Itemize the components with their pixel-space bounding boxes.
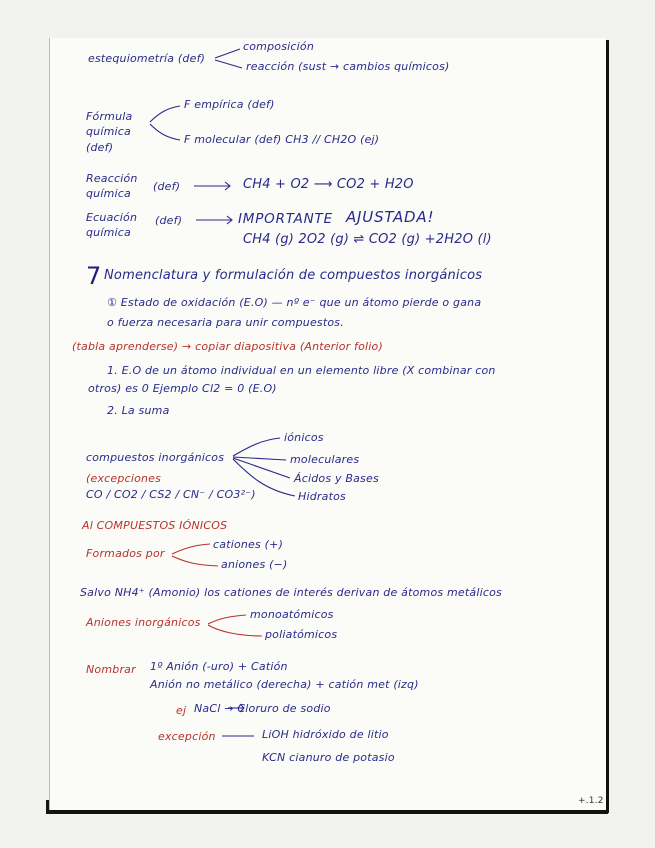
nacl-example: NaCl → Cloruro de sodio <box>194 702 331 715</box>
regla-1a: 1. E.O de un átomo individual en un elemento libre (X combinar con <box>107 364 496 377</box>
monoatomicos-label: monoatómicos <box>250 608 334 621</box>
reaccion-def: (def) <box>153 180 181 193</box>
estado-oxidacion-1: ① Estado de oxidación (E.O) — nº e⁻ que un átomo pierde o gana <box>107 296 482 309</box>
nombrar-regla-1: 1º Anión (-uro) + Catión <box>150 660 288 673</box>
aniones-inorganicos: Aniones inorgánicos <box>86 616 201 629</box>
compuestos-inorganicos: compuestos inorgánicos <box>86 451 225 464</box>
cationes-label: cationes (+) <box>213 538 284 551</box>
formula-label-1: Fórmula <box>86 110 133 123</box>
regla-2: 2. La suma <box>107 404 170 417</box>
aniones-label: aniones (−) <box>221 558 288 571</box>
reaccion-ecuacion: CH4 + O2 ⟶ CO2 + H2O <box>243 177 414 192</box>
regla-1b: otros) es 0 Ejemplo Cl2 = 0 (E.O) <box>88 382 277 395</box>
ecuacion-def: (def) <box>155 214 183 227</box>
ajustada-label: AJUSTADA! <box>346 208 435 226</box>
estequiometria-label: estequiometría (def) <box>88 52 206 65</box>
section-number: 7 <box>86 262 102 290</box>
hidratos-label: Hidratos <box>298 490 346 503</box>
tabla-aprenderse: (tabla aprenderse) → copiar diapositiva (Anterior folio) <box>72 340 383 353</box>
page-number: +.1.2 <box>578 796 604 806</box>
composicion-label: composición <box>243 40 314 53</box>
ecuacion-label-1: Ecuación <box>86 211 138 224</box>
excepcion-label: excepción <box>158 730 216 743</box>
importante-label: IMPORTANTE <box>238 211 333 227</box>
acidos-bases-label: Ácidos y Bases <box>294 472 379 485</box>
section-title: Nomenclatura y formulación de compuestos inorgánicos <box>104 268 483 283</box>
kcn-example: KCN cianuro de potasio <box>262 751 395 764</box>
reaccion-cambios-label: reacción (sust → cambios químicos) <box>246 60 450 73</box>
nombrar-regla-2: Anión no metálico (derecha) + catión met (izq) <box>150 678 419 691</box>
formula-empirica: F empírica (def) <box>184 98 275 111</box>
nombrar-label: Nombrar <box>86 663 136 676</box>
ej-label: ej <box>176 704 187 717</box>
formula-label-2: química <box>86 125 131 138</box>
estado-oxidacion-2: o fuerza necesaria para unir compuestos. <box>107 316 344 329</box>
ionicos-label: iónicos <box>284 431 324 444</box>
moleculares-label: moleculares <box>290 453 360 466</box>
formula-label-3: (def) <box>86 141 114 154</box>
reaccion-label-1: Reacción <box>86 172 138 185</box>
lioh-example: LiOH hidróxido de litio <box>262 728 389 741</box>
ecuacion-label-2: química <box>86 226 131 239</box>
poliatomicos-label: poliatómicos <box>265 628 338 641</box>
excepciones-list: CO / CO2 / CS2 / CN⁻ / CO3²⁻) <box>86 488 256 501</box>
compuestos-ionicos-heading: Al COMPUESTOS IÓNICOS <box>82 519 228 532</box>
salvo-amonio: Salvo NH4⁺ (Amonio) los cationes de interés derivan de átomos metálicos <box>80 586 502 599</box>
ecuacion-quimica: CH4 (g) 2O2 (g) ⇌ CO2 (g) +2H2O (l) <box>243 232 492 247</box>
excepciones-label: (excepciones <box>86 472 162 485</box>
reaccion-label-2: química <box>86 187 131 200</box>
formados-por: Formados por <box>86 547 165 560</box>
notebook-page <box>50 38 606 810</box>
formula-molecular: F molecular (def) CH3 // CH2O (ej) <box>184 133 380 146</box>
